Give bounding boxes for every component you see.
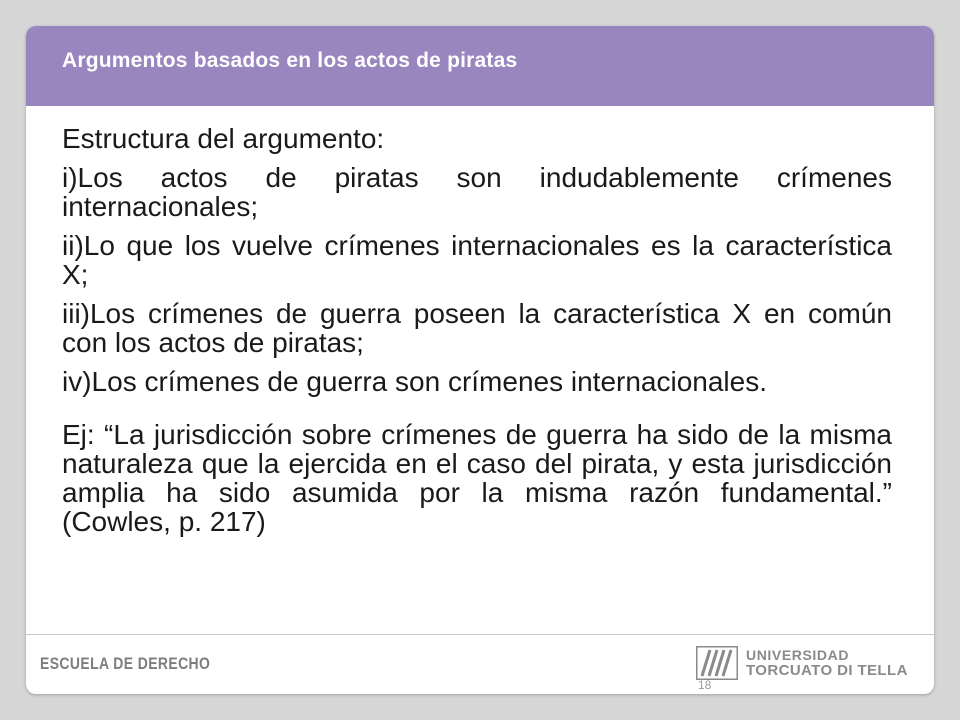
slide: [26, 26, 934, 694]
argument-point-3: iii)Los crímenes de guerra poseen la característica X en común con los actos de piratas;: [62, 298, 892, 358]
argument-point-1: i)Los actos de piratas son indudablemente crímenes internacionales;: [62, 162, 892, 222]
footer-divider: [26, 634, 934, 635]
university-logo: [696, 646, 908, 680]
argument-heading: Estructura del argumento:: [62, 123, 385, 154]
school-name: ESCUELA DE DERECHO: [40, 654, 211, 673]
page-number: 18: [698, 678, 712, 692]
utdt-mark-icon: [696, 646, 738, 680]
slide-body: [62, 124, 892, 546]
university-name-line1: UNIVERSIDAD: [746, 647, 850, 663]
slide-title: Argumentos basados en los actos de piratas: [62, 49, 518, 72]
argument-point-2: ii)Lo que los vuelve crímenes internacionales es la característica X;: [62, 230, 892, 290]
argument-point-4: iv)Los crímenes de guerra son crímenes internacionales.: [62, 366, 768, 397]
title-band: [26, 26, 934, 106]
university-name-line2: TORCUATO DI TELLA: [746, 662, 908, 679]
example-quote: Ej: “La jurisdicción sobre crímenes de guerra ha sido de la misma naturaleza que la ejercida en el caso del pirata, y esta jurisdicción amplia ha sido asumida por la misma razón fundamental.” (Cowles, p. 217): [62, 419, 892, 537]
